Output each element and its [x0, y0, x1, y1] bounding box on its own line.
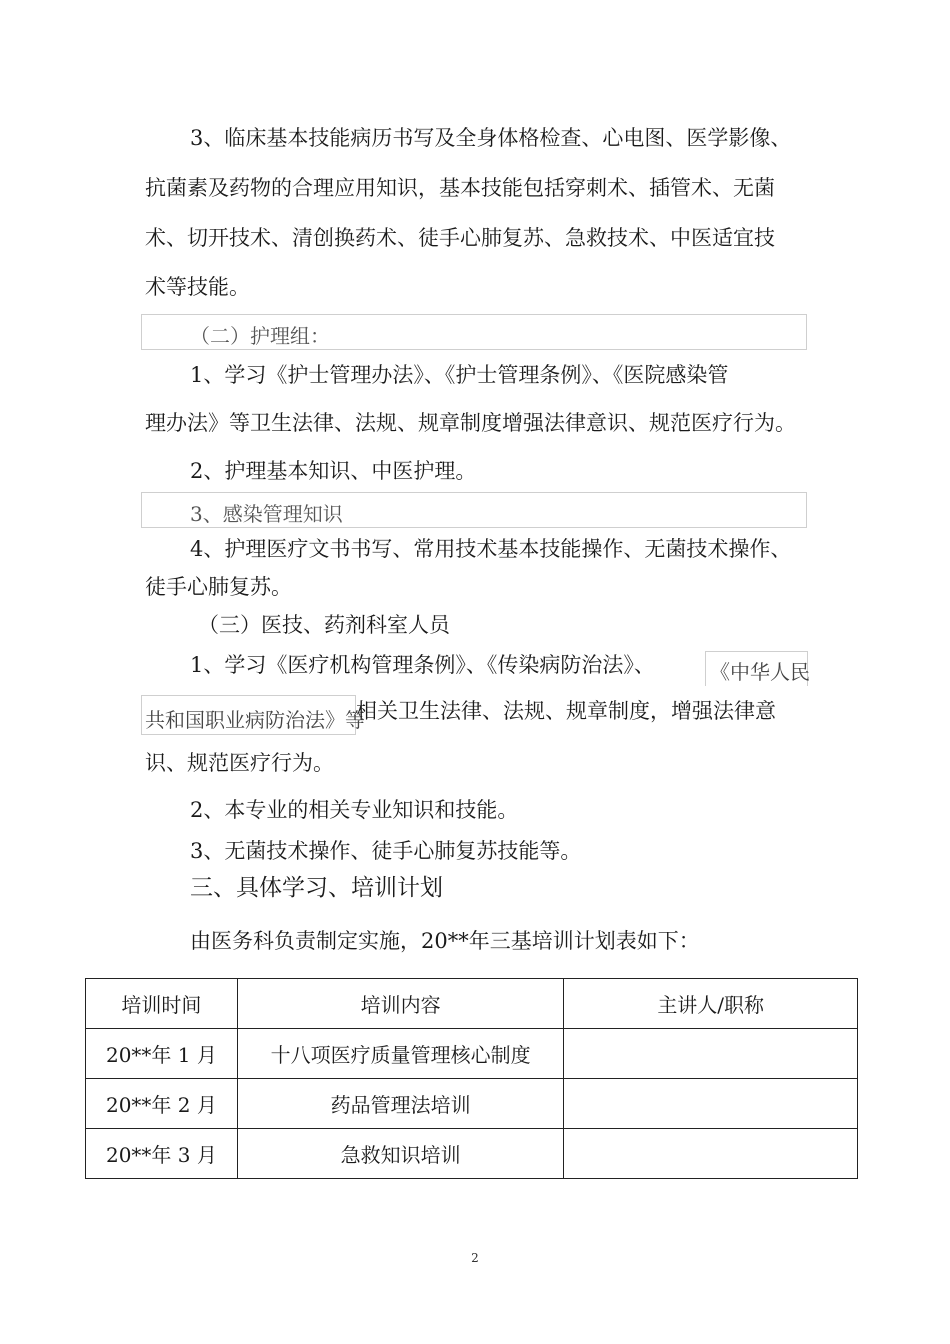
law-name-box-bottom: 共和国职业病防治法》等	[141, 695, 356, 735]
table-cell-content: 急救知识培训	[237, 1129, 564, 1179]
paragraph-line: 1、学习《医疗机构管理条例》、《传染病防治法》、	[190, 653, 655, 677]
table-cell-speaker	[564, 1029, 858, 1079]
header-cell: 培训内容	[237, 979, 564, 1029]
table-cell-speaker	[564, 1079, 858, 1129]
paragraph-line: 理办法》等卫生法律、法规、规章制度增强法律意识、规范医疗行为。	[145, 411, 796, 435]
header-cell: 主讲人/职称	[564, 979, 858, 1029]
table-row	[86, 1079, 858, 1129]
table-header-row	[86, 979, 858, 1029]
paragraph-line: 识、规范医疗行为。	[145, 751, 334, 775]
item-box	[141, 492, 807, 528]
table-cell-time: 20**年 3 月	[86, 1129, 238, 1179]
item-infection-management: 3、感染管理知识	[190, 502, 343, 526]
section-heading-nursing: （二）护理组：	[190, 324, 330, 348]
paragraph-line: 抗菌素及药物的合理应用知识，基本技能包括穿刺术、插管术、无菌	[145, 176, 775, 200]
paragraph-line: 相关卫生法律、法规、规章制度，增强法律意	[356, 699, 776, 723]
training-plan-table	[85, 978, 858, 1179]
paragraph-line: 2、护理基本知识、中医护理。	[190, 459, 477, 483]
section-heading-plan: 三、具体学习、培训计划	[190, 875, 443, 901]
section-heading-tech: （三）医技、药剂科室人员	[198, 613, 450, 637]
section-heading-box	[141, 314, 807, 350]
paragraph-line: 术、切开技术、清创换药术、徒手心肺复苏、急救技术、中医适宜技	[145, 226, 775, 250]
paragraph-line: 1、学习《护士管理办法》、《护士管理条例》、《医院感染管	[190, 363, 729, 387]
page-number: 2	[471, 1251, 479, 1265]
table-cell-time: 20**年 1 月	[86, 1029, 238, 1079]
plan-intro: 由医务科负责制定实施，20**年三基培训计划表如下：	[190, 929, 700, 953]
table-cell-time: 20**年 2 月	[86, 1079, 238, 1129]
paragraph-line: 3、临床基本技能病历书写及全身体格检查、心电图、医学影像、	[190, 126, 792, 150]
table-cell-content: 药品管理法培训	[237, 1079, 564, 1129]
header-cell: 培训时间	[86, 979, 238, 1029]
paragraph-line: 术等技能。	[145, 275, 250, 299]
table-row	[86, 1029, 858, 1079]
paragraph-line: 4、护理医疗文书书写、常用技术基本技能操作、无菌技术操作、	[190, 537, 792, 561]
paragraph-line: 徒手心肺复苏。	[145, 575, 292, 599]
table-cell-content: 十八项医疗质量管理核心制度	[237, 1029, 564, 1079]
law-name-box-top: 《中华人民	[705, 651, 808, 686]
table-row	[86, 1129, 858, 1179]
table-cell-speaker	[564, 1129, 858, 1179]
paragraph-line: 2、本专业的相关专业知识和技能。	[190, 798, 519, 822]
paragraph-line: 3、无菌技术操作、徒手心肺复苏技能等。	[190, 839, 582, 863]
